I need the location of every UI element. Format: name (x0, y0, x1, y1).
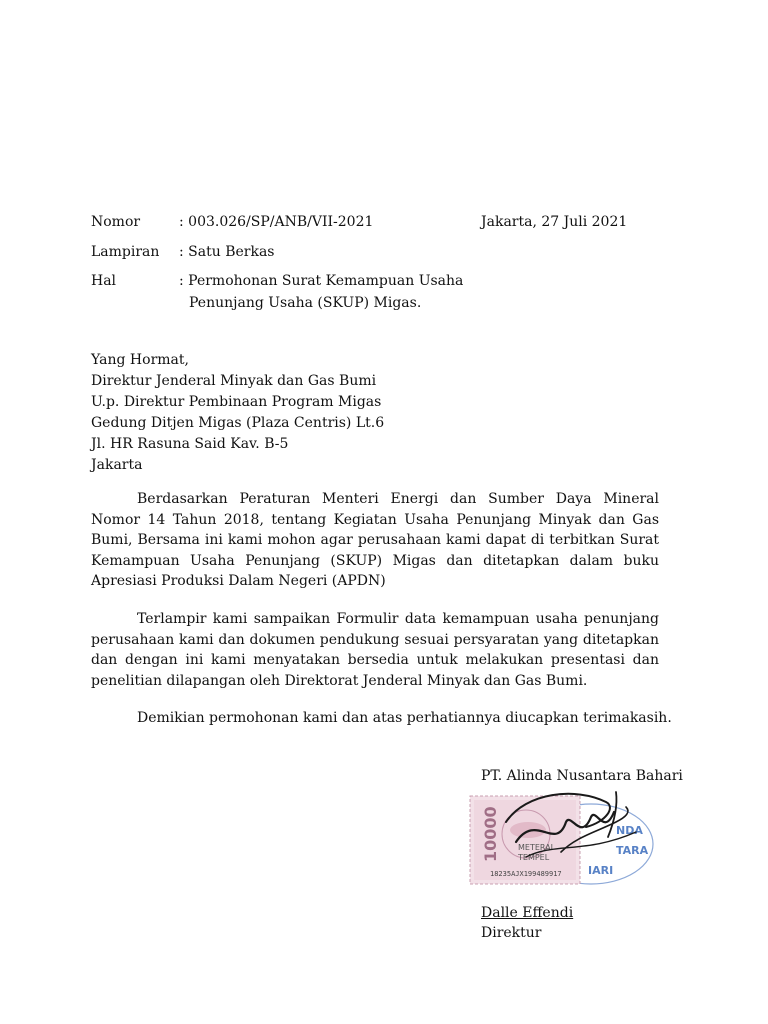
address-line: Yang Hormat, (91, 352, 189, 368)
meterai-label-1: METERAI (518, 843, 553, 852)
letter-date: Jakarta, 27 Juli 2021 (481, 214, 628, 230)
hal-value-line2: Penunjang Usaha (SKUP) Migas. (189, 295, 422, 311)
lampiran-label: Lampiran (91, 244, 160, 260)
signature-stamp-block (466, 782, 666, 892)
address-line: U.p. Direktur Pembinaan Program Migas (91, 394, 382, 410)
meterai-amount: 10000 (481, 806, 500, 862)
hal-label: Hal (91, 273, 117, 289)
signer-title: Direktur (481, 925, 542, 941)
seal-text-2: TARA (616, 844, 649, 857)
body-paragraph-3: Demikian permohonan kami dan atas perhatiannya diucapkan terimakasih. (137, 710, 672, 726)
recipient-address (91, 350, 384, 476)
seal-text-3: IARI (588, 864, 614, 877)
body-paragraph-2: Terlampir kami sampaikan Formulir data kemampuan usaha penunjang perusahaan kami dan dokumen pendukung sesuai persyaratan yang ditetapkan dan dengan ini kami menyatakan bersedia untuk melakukan presentasi dan penelitian dilapangan oleh Direktorat Jenderal Minyak dan Gas Bumi. (91, 611, 659, 689)
address-line: Jakarta (91, 457, 143, 473)
address-line: Gedung Ditjen Migas (Plaza Centris) Lt.6 (91, 415, 385, 431)
signature-stamp-graphic (466, 782, 666, 892)
address-line: Direktur Jenderal Minyak dan Gas Bumi (91, 373, 377, 389)
meterai-stamp (470, 796, 580, 884)
meterai-serial: 18235AJX199489917 (490, 870, 562, 878)
meterai-label-2: TEMPEL (518, 853, 550, 862)
address-line: Jl. HR Rasuna Said Kav. B-5 (91, 436, 289, 452)
nomor-value: : 003.026/SP/ANB/VII-2021 (179, 214, 374, 230)
company-name: PT. Alinda Nusantara Bahari (481, 768, 683, 784)
seal-text-1: NDA (616, 824, 643, 837)
signer-name: Dalle Effendi (481, 905, 574, 921)
lampiran-value: : Satu Berkas (179, 244, 275, 260)
nomor-label: Nomor (91, 214, 141, 230)
body-paragraph-1: Berdasarkan Peraturan Menteri Energi dan Sumber Daya Mineral Nomor 14 Tahun 2018, tentang Kegiatan Usaha Penunjang Minyak dan Gas Bumi, Bersama ini kami mohon agar perusahaan kami dapat di terbitkan Surat Kemampuan Usaha Penunjang (SKUP) Migas dan ditetapkan dalam buku Apresiasi Produksi Dalam Negeri (APDN) (91, 491, 659, 589)
hal-value-line1: : Permohonan Surat Kemampuan Usaha (179, 273, 464, 289)
